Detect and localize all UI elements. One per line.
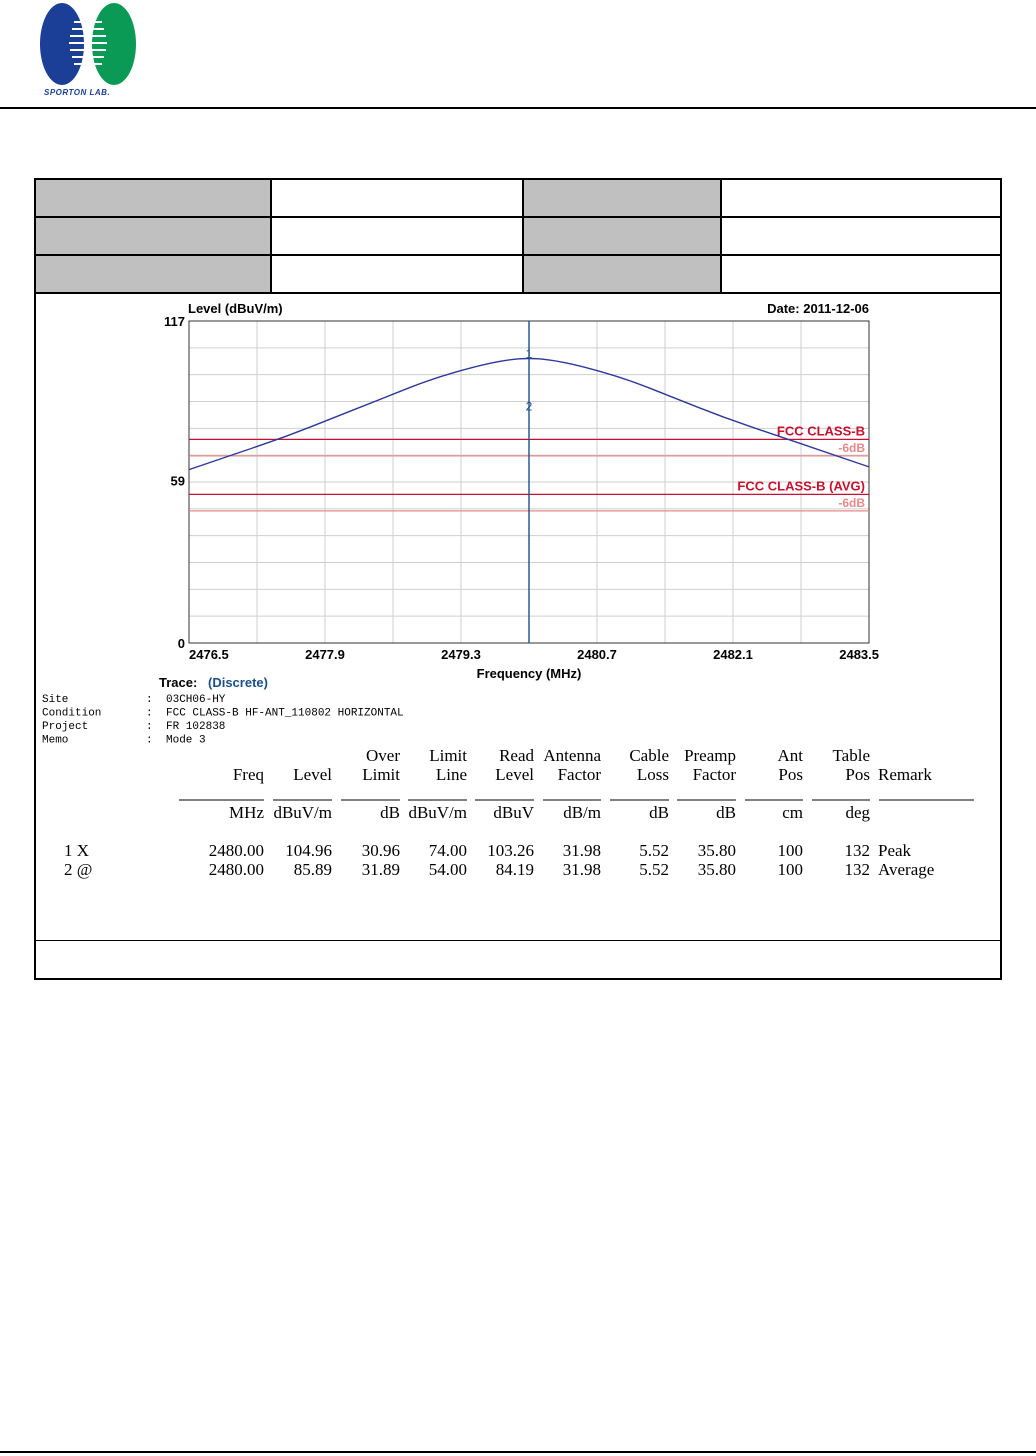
limit-line-label: -6dB: [838, 440, 865, 455]
table-unit: dB/m: [563, 803, 601, 822]
meta-key: Project: [42, 721, 89, 733]
table-header: Level: [293, 765, 332, 784]
table-unit: dBuV/m: [408, 803, 467, 822]
meta-key: Condition: [42, 707, 102, 720]
table-unit: dB: [649, 803, 669, 822]
table-row-id: 1 X: [64, 841, 90, 860]
meta-value: 03CH06-HY: [166, 694, 226, 706]
emission-plot: [36, 180, 1000, 940]
table-header: Limit: [362, 765, 400, 784]
sporton-logo: [36, 0, 142, 100]
limit-line-label: FCC CLASS-B (AVG): [737, 478, 865, 494]
table-cell: 5.52: [639, 860, 669, 879]
table-row-id: 2 @: [64, 860, 93, 879]
x-tick-label: 2476.5: [189, 647, 229, 662]
x-tick-label: 2477.9: [305, 647, 345, 662]
meta-separator: :: [146, 721, 153, 733]
table-cell: Average: [878, 860, 935, 879]
x-tick-label: 2482.1: [713, 647, 753, 662]
y-axis-label: Level (dBuV/m): [188, 301, 283, 316]
measurement-table: [64, 746, 974, 879]
table-cell: 100: [777, 841, 803, 860]
x-tick-label: 2483.5: [839, 647, 879, 662]
x-axis-label: Frequency (MHz): [476, 666, 582, 681]
table-cell: 132: [844, 860, 870, 879]
table-cell: 85.89: [293, 860, 332, 879]
meta-key: Site: [42, 694, 69, 706]
x-tick-label: 2479.3: [441, 647, 481, 662]
test-metadata: [42, 694, 404, 747]
table-header: Pos: [845, 765, 870, 784]
test-result-frame: [34, 178, 1002, 980]
y-tick-label: 59: [170, 473, 185, 489]
table-header: Factor: [557, 765, 601, 784]
plot-date: Date: 2011-12-06: [767, 301, 869, 316]
table-cell: 2480.00: [208, 860, 264, 879]
marker-label: 2: [525, 399, 533, 414]
logo-graphic: [36, 0, 142, 92]
table-header: Pos: [778, 765, 803, 784]
table-cell: 31.98: [562, 841, 601, 860]
table-cell: 104.96: [285, 841, 332, 860]
table-header: Remark: [878, 765, 932, 784]
table-header-top: Limit: [429, 746, 467, 765]
table-header: Freq: [232, 765, 264, 784]
footer-rule: [0, 1451, 1036, 1453]
table-header-top: Table: [832, 746, 870, 765]
table-cell: 54.00: [428, 860, 467, 879]
table-unit: cm: [782, 803, 803, 822]
table-cell: 132: [844, 841, 870, 860]
table-unit: MHz: [229, 803, 264, 822]
y-tick-label: 0: [177, 636, 185, 651]
x-tick-label: 2480.7: [577, 647, 617, 662]
table-header: Level: [495, 765, 534, 784]
table-unit: deg: [845, 803, 870, 822]
meta-separator: :: [146, 694, 153, 706]
limit-line-label: FCC CLASS-B: [776, 423, 865, 439]
trace-mode: (Discrete): [208, 675, 268, 690]
table-header-top: Over: [366, 746, 400, 765]
table-cell: 103.26: [487, 841, 534, 860]
limit-line-label: -6dB: [838, 495, 865, 510]
table-unit: dB: [716, 803, 736, 822]
table-cell: 31.98: [562, 860, 601, 879]
table-cell: 100: [777, 860, 803, 879]
table-unit: dBuV/m: [273, 803, 332, 822]
table-cell: 31.89: [361, 860, 400, 879]
table-header-top: Preamp: [684, 746, 736, 765]
table-cell: 74.00: [428, 841, 467, 860]
table-unit: dBuV: [493, 803, 534, 822]
table-cell: 5.52: [639, 841, 669, 860]
table-cell: Peak: [878, 841, 912, 860]
table-header-top: Antenna: [543, 746, 601, 765]
meta-value: Mode 3: [166, 734, 206, 747]
table-header: Loss: [636, 765, 669, 784]
trace-label: Trace:: [159, 675, 198, 690]
table-cell: 2480.00: [208, 841, 264, 860]
table-cell: 84.19: [495, 860, 534, 879]
table-header-top: Ant: [777, 746, 803, 765]
meta-separator: :: [146, 707, 153, 720]
y-tick-label: 117: [164, 314, 185, 329]
table-cell: 35.80: [697, 860, 736, 879]
frame-footer-divider: [36, 940, 1000, 941]
table-cell: 35.80: [697, 841, 736, 860]
marker-label: 1: [525, 347, 533, 362]
logo-text: SPORTON LAB.: [44, 88, 111, 97]
table-header: Factor: [692, 765, 736, 784]
table-cell: 30.96: [361, 841, 400, 860]
table-unit: dB: [380, 803, 400, 822]
table-header: Line: [435, 765, 467, 784]
meta-separator: :: [146, 734, 153, 747]
table-header-top: Cable: [629, 746, 669, 765]
table-header-top: Read: [499, 746, 534, 765]
meta-key: Memo: [42, 734, 69, 747]
header-rule: [0, 107, 1036, 109]
meta-value: FR 102838: [166, 721, 226, 733]
meta-value: FCC CLASS-B HF-ANT_110802 HORIZONTAL: [166, 707, 404, 720]
